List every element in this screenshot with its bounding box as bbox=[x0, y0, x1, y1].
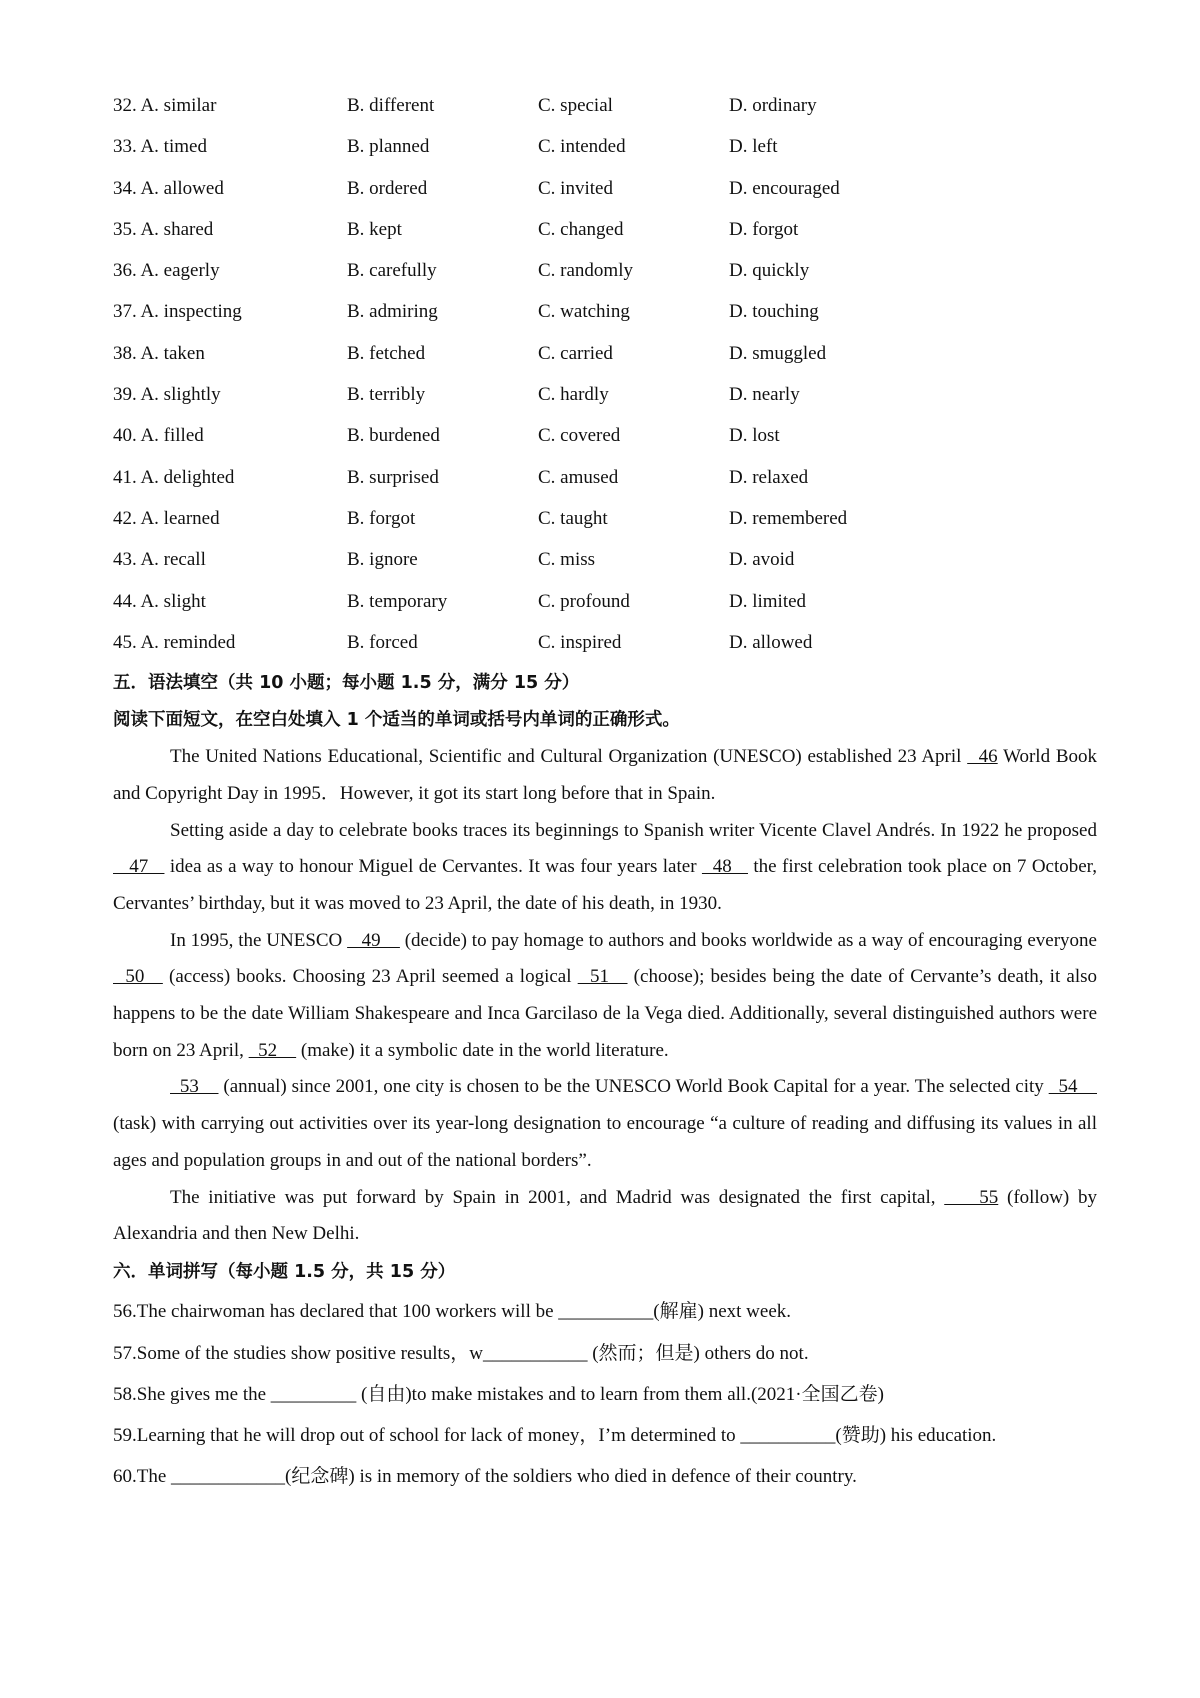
text: (choose); besides being the date of Cervante’s death, it also happens to be the date William Shakespeare and Inca Garcilaso de la Vega died. Additionally, several distinguished authors were born on 23 April, bbox=[113, 966, 1098, 1061]
text: World Book and Copyright Day in 1995．However, it got its start long before that in Spain. bbox=[113, 746, 1097, 804]
option-d[interactable]: D. quickly bbox=[729, 260, 810, 282]
cloze-option-row bbox=[113, 586, 1097, 627]
blank-50[interactable]: 50 bbox=[113, 966, 163, 988]
cloze-option-row bbox=[113, 462, 1097, 503]
text: (access) books. Choosing 23 April seemed a logical bbox=[162, 966, 578, 988]
blank-54[interactable]: 54 bbox=[1048, 1076, 1097, 1098]
option-d[interactable]: D. remembered bbox=[729, 507, 848, 529]
option-b[interactable]: B. surprised bbox=[347, 466, 439, 488]
option-b[interactable]: B. fetched bbox=[347, 342, 426, 364]
option-c[interactable]: C. covered bbox=[538, 425, 621, 447]
blank-53[interactable]: 53 bbox=[170, 1076, 219, 1098]
text: 60.The bbox=[113, 1465, 172, 1487]
blank-52[interactable]: 52 bbox=[248, 1039, 297, 1061]
option-a[interactable]: 42. A. learned bbox=[113, 507, 220, 529]
cloze-option-row bbox=[113, 255, 1097, 296]
option-a[interactable]: 45. A. reminded bbox=[113, 631, 236, 653]
text: In 1995, the UNESCO bbox=[170, 929, 348, 951]
question-56 bbox=[113, 1291, 1097, 1333]
blank-60[interactable]: ____________ bbox=[171, 1465, 286, 1487]
passage-paragraph-2 bbox=[113, 813, 1097, 923]
option-d[interactable]: D. allowed bbox=[729, 631, 813, 653]
option-d[interactable]: D. limited bbox=[729, 590, 807, 612]
text: The initiative was put forward by Spain in 2001, and Madrid was designated the first capital, bbox=[170, 1186, 945, 1208]
option-b[interactable]: B. ordered bbox=[347, 177, 428, 199]
cloze-option-row bbox=[113, 90, 1097, 131]
cloze-option-row bbox=[113, 131, 1097, 172]
question-57 bbox=[113, 1333, 1097, 1375]
option-c[interactable]: C. hardly bbox=[538, 384, 609, 406]
text: (自由)to make mistakes and to learn from them all.(2021·全国乙卷) bbox=[356, 1384, 884, 1405]
exam-page bbox=[113, 90, 1097, 1497]
blank-57[interactable]: w___________ bbox=[469, 1342, 588, 1364]
text: 56.The chairwoman has declared that 100 workers will be bbox=[113, 1301, 559, 1322]
option-b[interactable]: B. carefully bbox=[347, 260, 437, 282]
text: (decide) to pay homage to authors and books worldwide as a way of encouraging everyone bbox=[399, 929, 1097, 951]
option-c[interactable]: C. carried bbox=[538, 342, 613, 364]
option-d[interactable]: D. relaxed bbox=[729, 466, 809, 488]
option-a[interactable]: 32. A. similar bbox=[113, 95, 217, 116]
option-b[interactable]: B. temporary bbox=[347, 590, 448, 612]
cloze-option-row bbox=[113, 214, 1097, 255]
text: 57.Some of the studies show positive results， bbox=[113, 1342, 470, 1364]
text: (follow) by Alexandria and then New Delhi. bbox=[113, 1186, 1098, 1245]
option-a[interactable]: 38. A. taken bbox=[113, 342, 205, 364]
question-59 bbox=[113, 1418, 1097, 1454]
option-b[interactable]: B. terribly bbox=[347, 384, 426, 406]
blank-58[interactable]: _________ bbox=[270, 1384, 357, 1405]
option-c[interactable]: C. inspired bbox=[538, 631, 622, 653]
cloze-option-row bbox=[113, 503, 1097, 544]
option-c[interactable]: C. miss bbox=[538, 549, 596, 571]
option-c[interactable]: C. taught bbox=[538, 507, 608, 529]
text: Setting aside a day to celebrate books traces its beginnings to Spanish writer Vicente Clavel Andrés. In 1922 he proposed bbox=[170, 819, 1097, 841]
cloze-option-row bbox=[113, 544, 1097, 585]
blank-59[interactable]: __________ bbox=[740, 1424, 836, 1446]
option-d[interactable]: D. avoid bbox=[729, 549, 795, 571]
option-b[interactable]: B. different bbox=[347, 95, 435, 116]
passage-paragraph-4 bbox=[113, 1069, 1097, 1179]
question-60 bbox=[113, 1456, 1097, 1498]
option-c[interactable]: C. amused bbox=[538, 466, 619, 488]
passage-paragraph-5 bbox=[113, 1180, 1097, 1253]
option-d[interactable]: D. encouraged bbox=[729, 177, 840, 199]
text: (annual) since 2001, one city is chosen to be the UNESCO World Book Capital for a year. The selected city bbox=[218, 1076, 1049, 1098]
option-d[interactable]: D. ordinary bbox=[729, 95, 817, 116]
text: (解雇) next week. bbox=[653, 1301, 792, 1322]
option-b[interactable]: B. burdened bbox=[347, 425, 440, 447]
option-d[interactable]: D. nearly bbox=[729, 384, 800, 406]
blank-47[interactable]: 47 bbox=[113, 856, 165, 878]
option-c[interactable]: C. invited bbox=[538, 177, 613, 199]
text: (赞助) his education. bbox=[835, 1424, 997, 1446]
option-b[interactable]: B. forgot bbox=[347, 507, 416, 529]
cloze-option-row bbox=[113, 379, 1097, 420]
section-5-heading: 五．语法填空（共 10 小题；每小题 1.5 分，满分 15 分） bbox=[113, 673, 580, 694]
option-d[interactable]: D. lost bbox=[729, 425, 780, 447]
text: the first celebration took place on 7 October, Cervantes’ birthday, but it was moved to 23 April, the date of his death, in 1930. bbox=[113, 856, 1098, 914]
option-d[interactable]: D. forgot bbox=[729, 218, 799, 240]
option-c[interactable]: C. randomly bbox=[538, 260, 633, 282]
blank-49[interactable]: 49 bbox=[347, 929, 400, 951]
option-b[interactable]: B. kept bbox=[347, 218, 402, 240]
text: (make) it a symbolic date in the world literature. bbox=[296, 1039, 669, 1061]
option-c[interactable]: C. changed bbox=[538, 218, 624, 240]
option-b[interactable]: B. planned bbox=[347, 136, 430, 158]
text: (然而；但是) others do not. bbox=[587, 1342, 809, 1364]
option-b[interactable]: B. forced bbox=[347, 631, 418, 653]
blank-46[interactable]: 46 bbox=[967, 746, 998, 768]
text: (纪念碑) is in memory of the soldiers who died in defence of their country. bbox=[285, 1465, 857, 1487]
cloze-option-row bbox=[113, 338, 1097, 379]
text: (task) with carrying out activities over its year-long designation to encourage “a culture of reading and diffusing its values in all ages and population groups in and out of the national borders”. bbox=[113, 1113, 1097, 1171]
section-5-instruction: 阅读下面短文，在空白处填入 1 个适当的单词或括号内单词的正确形式。 bbox=[113, 710, 680, 731]
option-c[interactable]: C. watching bbox=[538, 301, 630, 323]
option-d[interactable]: D. touching bbox=[729, 301, 819, 323]
option-c[interactable]: C. intended bbox=[538, 136, 626, 158]
text: idea as a way to honour Miguel de Cervantes. It was four years later bbox=[164, 856, 702, 878]
option-a[interactable]: 39. A. slightly bbox=[113, 384, 221, 406]
cloze-option-row bbox=[113, 420, 1097, 461]
option-a[interactable]: 33. A. timed bbox=[113, 136, 207, 158]
blank-56[interactable]: __________ bbox=[558, 1301, 654, 1322]
blank-48[interactable]: 48 bbox=[701, 856, 748, 878]
cloze-option-row bbox=[113, 173, 1097, 214]
cloze-option-row bbox=[113, 296, 1097, 337]
option-d[interactable]: D. left bbox=[729, 136, 778, 158]
passage-paragraph-1 bbox=[113, 739, 1097, 812]
option-c[interactable]: C. special bbox=[538, 95, 613, 116]
option-c[interactable]: C. profound bbox=[538, 590, 630, 612]
option-a[interactable]: 41. A. delighted bbox=[113, 466, 235, 488]
option-a[interactable]: 34. A. allowed bbox=[113, 177, 224, 199]
option-b[interactable]: B. ignore bbox=[347, 549, 418, 571]
blank-51[interactable]: 51 bbox=[577, 966, 628, 988]
option-a[interactable]: 36. A. eagerly bbox=[113, 260, 220, 282]
passage-paragraph-3 bbox=[113, 923, 1097, 1070]
cloze-options-table bbox=[113, 90, 1097, 668]
question-58 bbox=[113, 1374, 1097, 1416]
section-6-heading: 六．单词拼写（每小题 1.5 分，共 15 分） bbox=[113, 1262, 456, 1282]
option-a[interactable]: 43. A. recall bbox=[113, 549, 206, 571]
option-a[interactable]: 35. A. shared bbox=[113, 218, 214, 240]
option-a[interactable]: 37. A. inspecting bbox=[113, 301, 242, 323]
text: 58.She gives me the bbox=[113, 1384, 271, 1405]
option-a[interactable]: 44. A. slight bbox=[113, 590, 206, 612]
text: The United Nations Educational, Scientific and Cultural Organization (UNESCO) established 23 April bbox=[170, 746, 968, 768]
cloze-option-row bbox=[113, 627, 1097, 668]
option-d[interactable]: D. smuggled bbox=[729, 342, 827, 364]
option-b[interactable]: B. admiring bbox=[347, 301, 438, 323]
text: 59.Learning that he will drop out of school for lack of money，I’m determined to bbox=[113, 1424, 741, 1446]
option-a[interactable]: 40. A. filled bbox=[113, 425, 204, 447]
blank-55[interactable]: 55 bbox=[944, 1186, 999, 1208]
